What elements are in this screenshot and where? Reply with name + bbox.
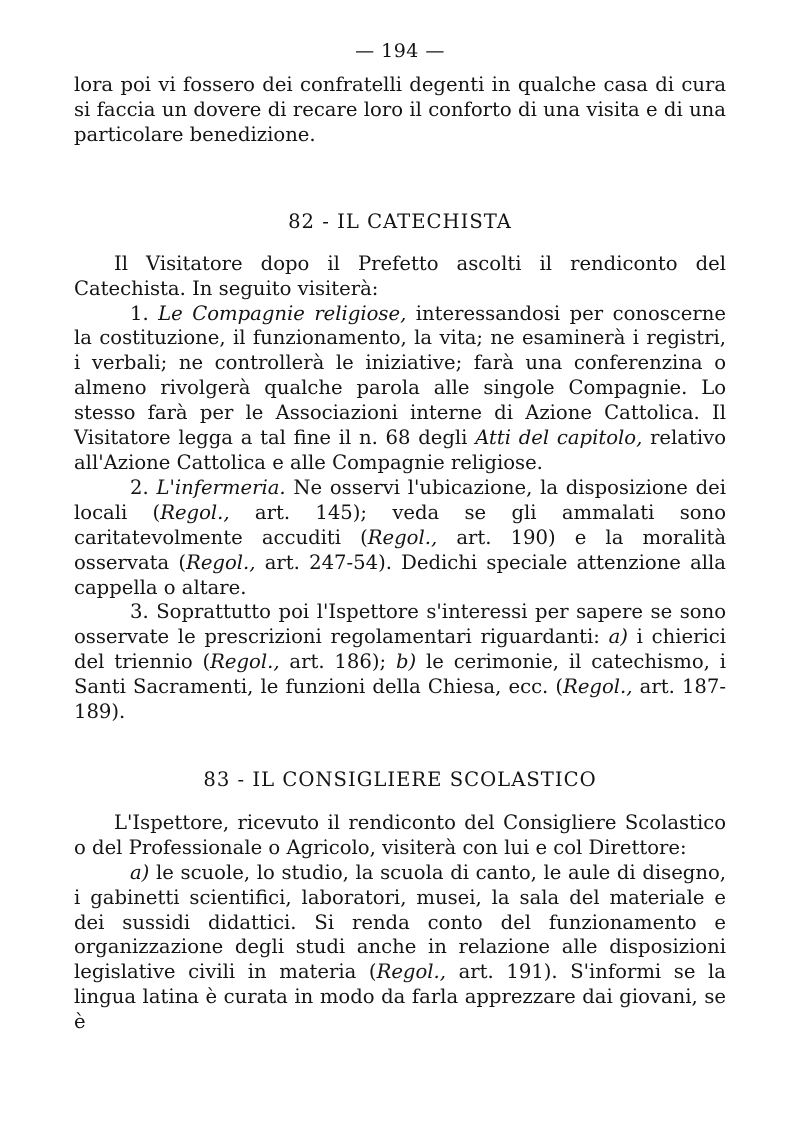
item-text: art. 186);: [279, 650, 396, 674]
item-text: relativo all'Azione Cattolica e alle Compagnie religiose.: [74, 426, 726, 474]
section-heading-consigliere: 83 - IL CONSIGLIERE SCOLASTICO: [203, 767, 597, 791]
enum-marker: b): [395, 650, 417, 674]
item-text: art. 190) e la moralità osservata (: [74, 525, 727, 574]
catechista-item-3: [74, 600, 726, 725]
item-text: art. 145); veda se gli ammalati sono caritatevolmente accuditi (: [74, 500, 727, 549]
catechista-item-2: [74, 476, 726, 601]
item-text: interessandosi per conoscerne la costituzione, il funzionamento, la vita; ne esaminerà i registri, i verbali; ne controllerà le iniziative; farà una conferenzina o almeno rivolgerà qualche parola alle singole Compagnie. Lo stesso farà per le Associazioni interne di Azione Cattolica. Il Visitatore legga a tal fine il n. 68 degli: [74, 301, 726, 450]
document-page: [74, 40, 726, 1035]
item-text: Ne osservi l'ubicazione, la disposizione dei locali (: [74, 475, 727, 524]
item-number: 1.: [130, 301, 149, 325]
item-title: L'infermeria.: [156, 475, 286, 499]
item-text: i chierici del triennio (: [74, 625, 726, 674]
item-text: le scuole, lo studio, la scuola di canto, le aule di disegno, i gabinetti scientifici, laboratori, musei, la sala del materiale e dei sussidi didattici. Si renda conto del funzionamento e organizzazione degli studi anche in relazione alle disposizioni legislative civili in materia (: [74, 860, 726, 984]
reference: Atti del capitolo,: [475, 426, 643, 450]
enum-marker: a): [608, 625, 628, 649]
item-text: art. 191). S'informi se la lingua latina è curata in modo da farla apprezzare dai giovani, se è: [74, 960, 726, 1034]
item-text: art. 247-54). Dedichi speciale attenzione alla cappella o altare.: [74, 550, 726, 599]
item-title: Le Compagnie religiose,: [158, 301, 407, 325]
catechista-item-1: [74, 302, 726, 476]
reference: Regol.,: [563, 675, 633, 699]
catechista-intro-paragraph: Il Visitatore dopo il Prefetto ascolti il rendiconto del Catechista. In seguito visiterà:: [74, 251, 726, 300]
reference: Regol.,: [186, 550, 256, 574]
item-text: art. 187-189).: [74, 675, 726, 724]
page-number: — 194 —: [355, 40, 445, 62]
reference: Regol.,: [210, 650, 280, 674]
consigliere-item-a: [74, 861, 726, 1035]
item-number: 2.: [130, 475, 149, 499]
reference: Regol.,: [376, 960, 446, 984]
item-text: le cerimonie, il catechismo, i Santi Sacramenti, le funzioni della Chiesa, ecc. (: [74, 650, 726, 699]
reference: Regol.,: [367, 525, 438, 549]
consigliere-intro-paragraph: L'Ispettore, ricevuto il rendiconto del Consigliere Scolastico o del Professionale o Agricolo, visiterà con lui e col Direttore:: [74, 810, 726, 859]
item-text: 3. Soprattutto poi l'Ispettore s'interessi per sapere se sono osservate le prescrizioni regolamentari riguardanti:: [74, 600, 726, 649]
section-heading-catechista: 82 - IL CATECHISTA: [288, 209, 512, 233]
intro-paragraph: lora poi vi fossero dei confratelli degenti in qualche casa di cura si faccia un dovere di recare loro il conforto di una visita e di una particolare benedizione.: [74, 73, 726, 146]
reference: Regol.,: [160, 500, 230, 524]
enum-marker: a): [130, 860, 150, 884]
